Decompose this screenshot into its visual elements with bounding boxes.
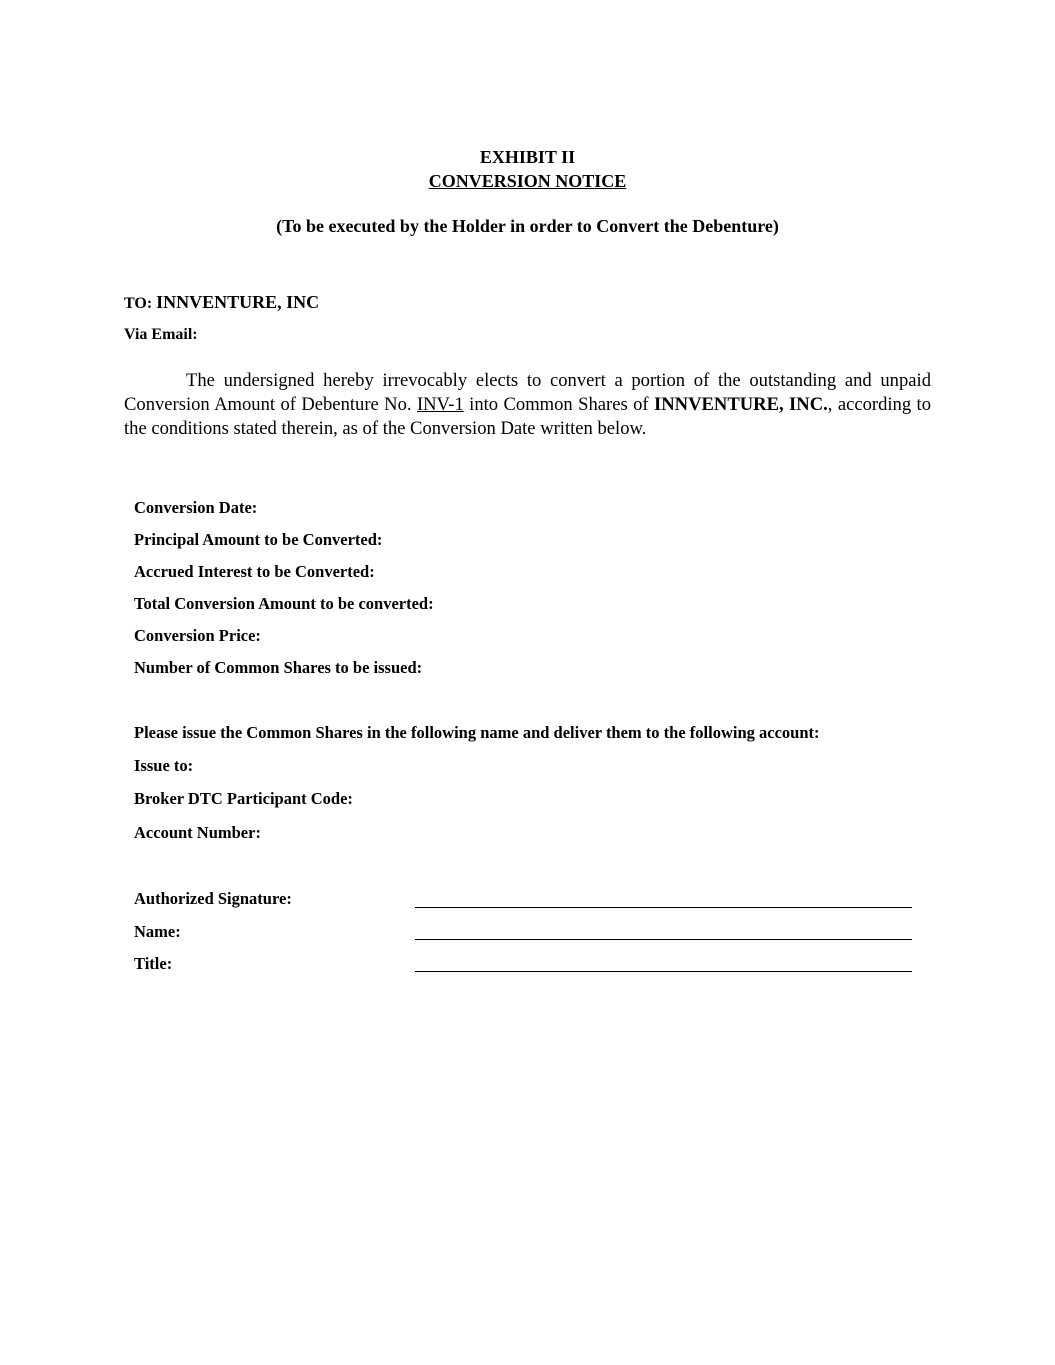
authorized-signature-line[interactable] (415, 907, 912, 908)
via-email-label: Via Email: (124, 326, 198, 343)
delivery-instruction: Please issue the Common Shares in the following name and deliver them to the following account: (134, 723, 820, 742)
name-line[interactable] (415, 939, 912, 940)
accrued-interest-label: Accrued Interest to be Converted: (134, 562, 375, 581)
broker-dtc-code-label: Broker DTC Participant Code: (134, 789, 353, 808)
principal-amount-label: Principal Amount to be Converted: (134, 530, 383, 549)
debenture-number: INV-1 (416, 394, 464, 415)
total-conversion-amount-label: Total Conversion Amount to be converted: (134, 594, 434, 613)
title-line[interactable] (415, 971, 912, 972)
recipient-name: INNVENTURE, INC (156, 292, 320, 312)
page-title (0, 170, 1055, 192)
account-number-label: Account Number: (134, 823, 261, 842)
page-title-text: CONVERSION NOTICE (428, 171, 627, 191)
recipient-line (124, 291, 319, 315)
company-name: INNVENTURE, INC. (653, 394, 828, 415)
title-label: Title: (134, 954, 173, 973)
conversion-paragraph (124, 369, 931, 441)
issue-to-label: Issue to: (134, 756, 194, 775)
paragraph-text-3: , according to the conditions stated therein, as of the Conversion Date written below. (124, 394, 931, 439)
paragraph-text-2: into Common Shares of (463, 394, 654, 415)
conversion-price-label: Conversion Price: (134, 626, 261, 645)
to-prefix: TO: (124, 295, 157, 312)
number-of-shares-label: Number of Common Shares to be issued: (134, 658, 423, 677)
authorized-signature-label: Authorized Signature: (134, 889, 292, 908)
name-label: Name: (134, 922, 181, 941)
paragraph-text-1: The undersigned hereby irrevocably elects to convert a portion of the outstanding and unpaid Conversion Amount of Debenture No. (124, 370, 931, 415)
conversion-date-label: Conversion Date: (134, 498, 258, 517)
page-subtitle: (To be executed by the Holder in order to Convert the Debenture) (276, 216, 779, 236)
exhibit-label: EXHIBIT II (479, 147, 576, 167)
